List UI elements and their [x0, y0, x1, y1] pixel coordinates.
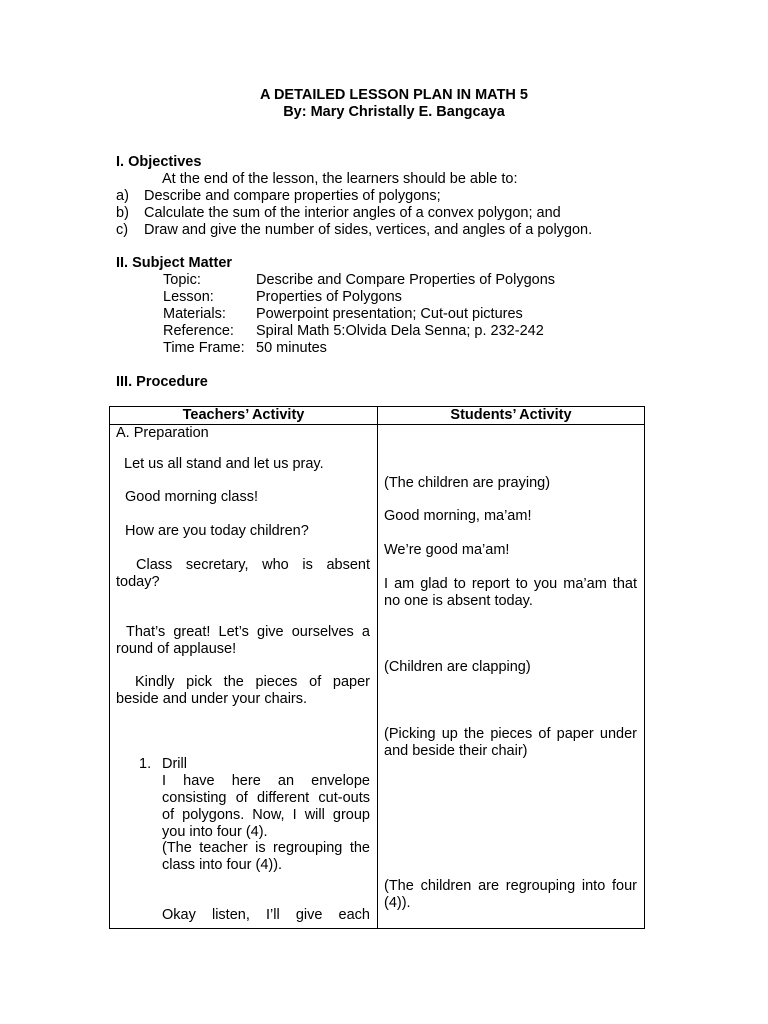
- objective-marker: a): [116, 188, 129, 204]
- subject-value: Properties of Polygons: [256, 289, 402, 305]
- objective-item: [116, 222, 592, 239]
- objective-marker: b): [116, 205, 129, 221]
- objective-marker: c): [116, 222, 129, 238]
- objective-text: Describe and compare properties of polygons;: [144, 188, 441, 204]
- subject-key: Time Frame:: [163, 340, 245, 356]
- teacher-secretary: Class secretary, who is absent today?: [116, 557, 370, 590]
- student-good: We’re good ma’am!: [384, 542, 510, 558]
- subject-value: 50 minutes: [256, 340, 327, 356]
- objective-text: Draw and give the number of sides, vertices, and angles of a polygon.: [144, 222, 593, 238]
- subject-value: Describe and Compare Properties of Polygons: [256, 272, 556, 288]
- objective-item: [116, 205, 561, 222]
- drill-text: I have here an envelope consisting of different cut-outs of polygons. Now, I will group you into four (4).: [162, 773, 370, 840]
- student-praying: (The children are praying): [384, 475, 551, 491]
- objectives-heading: I. Objectives: [116, 154, 202, 170]
- objectives-intro: At the end of the lesson, the learners should be able to:: [162, 171, 518, 187]
- drill-title: Drill: [162, 756, 187, 772]
- student-clapping: (Children are clapping): [384, 659, 531, 675]
- drill-number: 1.: [139, 756, 152, 772]
- procedure-heading: III. Procedure: [116, 374, 208, 390]
- students-column-header: Students’ Activity: [450, 407, 572, 423]
- teacher-how: How are you today children?: [125, 523, 309, 539]
- subject-value: Spiral Math 5:Olvida Dela Senna; p. 232-242: [256, 323, 544, 339]
- teacher-column-header: Teachers’ Activity: [182, 407, 305, 423]
- document-title: A DETAILED LESSON PLAN IN MATH 5: [260, 87, 528, 103]
- student-picking: (Picking up the pieces of paper under and beside their chair): [384, 726, 637, 759]
- subject-key: Reference:: [163, 323, 234, 339]
- subject-key: Lesson:: [163, 289, 214, 305]
- teacher-preparation: A. Preparation: [116, 425, 209, 441]
- drill-note: (The teacher is regrouping the class into four (4)).: [162, 840, 370, 873]
- teacher-pray: Let us all stand and let us pray.: [124, 456, 324, 472]
- teacher-okay: Okay listen, I’ll give each: [162, 907, 370, 923]
- objective-item: [116, 188, 441, 205]
- subject-key: Topic:: [163, 272, 201, 288]
- teacher-pick: Kindly pick the pieces of paper beside and under your chairs.: [116, 674, 370, 707]
- student-report: I am glad to report to you ma’am that no one is absent today.: [384, 576, 637, 609]
- teacher-greet: Good morning class!: [125, 489, 258, 505]
- subject-matter-heading: II. Subject Matter: [116, 255, 233, 271]
- student-greet: Good morning, ma’am!: [384, 508, 532, 524]
- subject-key: Materials:: [163, 306, 226, 322]
- document-author: By: Mary Christally E. Bangcaya: [283, 104, 505, 120]
- objective-text: Calculate the sum of the interior angles of a convex polygon; and: [144, 205, 561, 221]
- student-regroup: (The children are regrouping into four (4)).: [384, 878, 637, 911]
- column-divider: [377, 407, 378, 928]
- teacher-applause: That’s great! Let’s give ourselves a round of applause!: [116, 624, 370, 657]
- subject-value: Powerpoint presentation; Cut-out pictures: [256, 306, 523, 322]
